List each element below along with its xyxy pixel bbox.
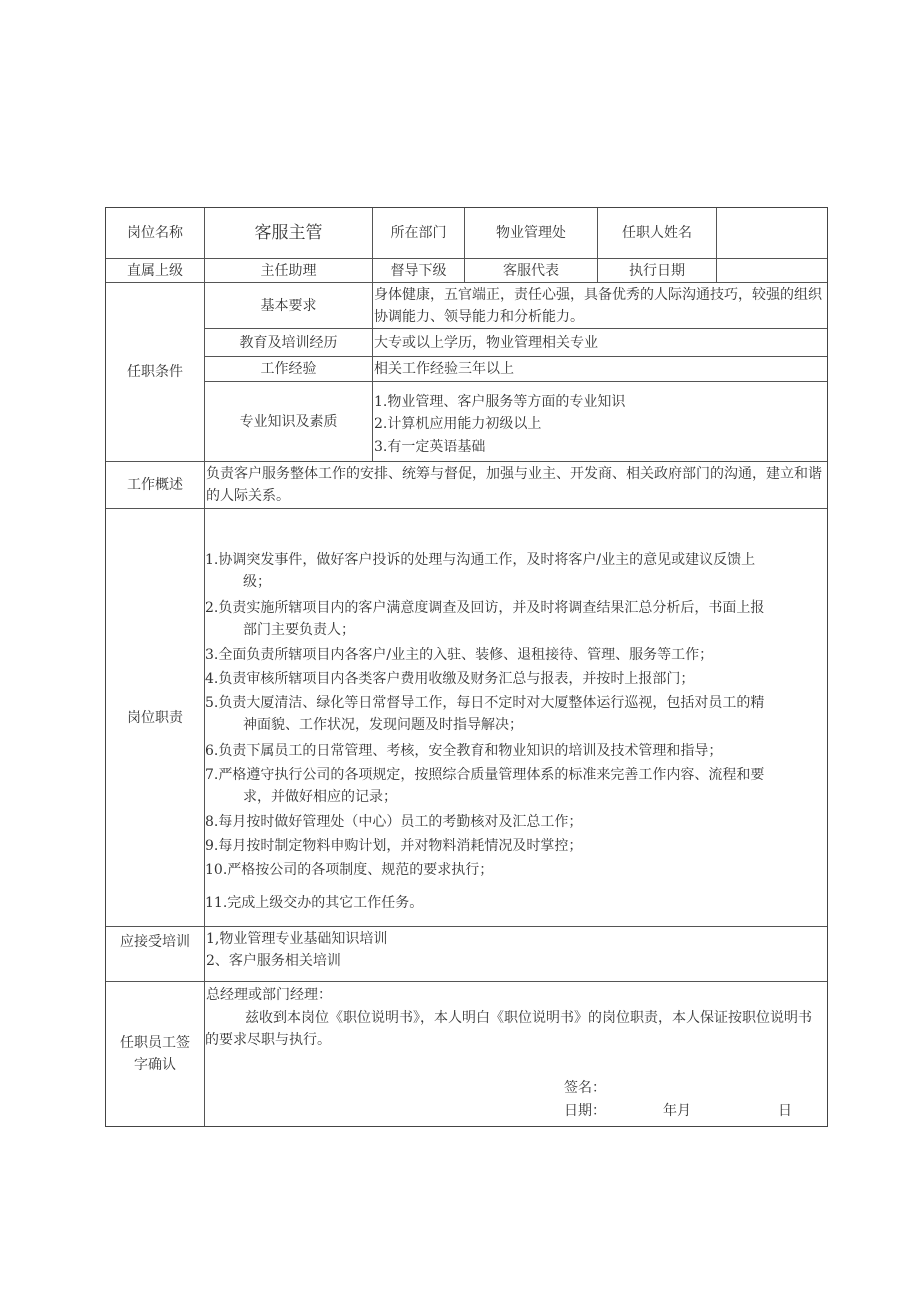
duty-item: [205, 835, 823, 857]
training-item: 1,物业管理专业基础知识培训: [206, 931, 388, 947]
manager-line: 总经理或部门经理：: [206, 987, 332, 1003]
duty-item-continuation: 部门主要负责人；: [243, 622, 355, 638]
duty-item-text: 5.负责大厦清洁、绿化等日常督导工作，每日不定时对大厦整体运行巡视，包括对员工的精: [205, 695, 765, 711]
subordinate-value: 客服代表: [503, 262, 559, 279]
duty-item: [205, 668, 823, 690]
duty-item-text: 9.每月按时制定物料申购计划，并对物料消耗情况及时掌控；: [205, 838, 583, 854]
training-item: 2、客户服务相关培训: [206, 953, 341, 969]
confirmation-label-line: 任职员工签: [120, 1035, 190, 1051]
experience-label: 工作经验: [260, 361, 317, 377]
knowledge-item: 2.计算机应用能力初级以上: [374, 416, 542, 432]
duties-label: 岗位职责: [127, 709, 183, 726]
knowledge-item: 1.物业管理、客户服务等方面的专业知识: [374, 394, 626, 410]
job-overview-text: 负责客户服务整体工作的安排、统筹与督促，加强与业主、开发商、相关政府部门的沟通，建立和谐的人际关系。: [206, 466, 822, 504]
date-label: 日期：: [564, 1103, 606, 1119]
duty-item-continuation: 求，并做好相应的记录；: [243, 789, 397, 805]
duty-item-continuation: 级；: [243, 574, 271, 590]
direct-superior-label: 直属上级: [127, 262, 183, 279]
duty-item: [205, 597, 823, 641]
subordinate-label: 督导下级: [390, 262, 447, 279]
execution-date-label: 执行日期: [629, 262, 685, 279]
basic-requirements-text: 身体健康，五官端正，责任心强，具备优秀的人际沟通技巧，较强的组织协调能力、领导能力和分析能力。: [374, 287, 822, 325]
position-name-value: 客服主管: [254, 223, 323, 243]
duty-item-text: 10.严格按公司的各项制度、规范的要求执行；: [205, 862, 494, 878]
year-month-label: 年月: [663, 1103, 691, 1119]
duty-item-text: 4.负责审核所辖项目内各类客户费用收缴及财务汇总与报表，并按时上报部门；: [205, 671, 695, 687]
job-description-table: [105, 207, 828, 1127]
confirmation-label-line: 字确认: [134, 1057, 176, 1073]
duty-item: [205, 549, 823, 593]
confirmation-label: [106, 1032, 204, 1076]
knowledge-item: 3.有一定英语基础: [374, 439, 486, 455]
duty-item: [205, 644, 823, 666]
knowledge-label: 专业知识及素质: [239, 413, 338, 430]
duty-item-text: 8.每月按时做好管理处（中心）员工的考勤核对及汇总工作；: [205, 814, 583, 830]
duty-item-text: 2.负责实施所辖项目内的客户满意度调查及回访，并及时将调查结果汇总分析后，书面上报: [205, 600, 765, 616]
signature-label: 签名：: [564, 1080, 606, 1096]
duty-item: [205, 692, 823, 736]
duty-item: [205, 859, 823, 881]
education-label: 教育及培训经历: [239, 334, 338, 351]
duty-item: [205, 892, 823, 914]
job-holder-label: 任职人姓名: [622, 225, 692, 241]
duty-item-text: 6.负责下属员工的日常管理、考核，安全教育和物业知识的培训及技术管理和指导；: [205, 743, 723, 759]
direct-superior-value: 主任助理: [260, 262, 317, 279]
experience-text: 相关工作经验三年以上: [374, 361, 514, 377]
duty-item: [205, 740, 823, 762]
duty-item-continuation: 神面貌、工作状况，发现问题及时指导解决；: [243, 717, 523, 733]
duty-item: [205, 764, 823, 808]
department-value: 物业管理处: [496, 225, 566, 241]
duty-item-text: 3.全面负责所辖项目内各客户/业主的入驻、装修、退租接待、管理、服务等工作；: [205, 647, 714, 663]
department-label: 所在部门: [390, 225, 447, 241]
duty-item-text: 11.完成上级交办的其它工作任务。: [205, 895, 424, 911]
job-holder-value: [717, 208, 827, 258]
day-label: 日: [778, 1103, 792, 1119]
execution-date-value: [717, 259, 827, 282]
confirmation-statement: 兹收到本岗位《职位说明书》，本人明白《职位说明书》的岗位职责，本人保证按职位说明书的要求尽职与执行。: [205, 1010, 812, 1048]
education-text: 大专或以上学历，物业管理相关专业: [374, 335, 598, 351]
qualifications-label: 任职条件: [127, 364, 183, 380]
job-overview-label: 工作概述: [127, 477, 183, 493]
duty-item: [205, 811, 823, 833]
basic-requirements-label: 基本要求: [260, 297, 317, 314]
position-name-label: 岗位名称: [127, 225, 183, 241]
duty-item-text: 7.严格遵守执行公司的各项规定，按照综合质量管理体系的标准来完善工作内容、流程和要: [205, 767, 765, 783]
duty-item-text: 1.协调突发事件，做好客户投诉的处理与沟通工作，及时将客户/业主的意见或建议反馈上: [205, 552, 756, 568]
training-label: 应接受培训: [120, 933, 190, 950]
